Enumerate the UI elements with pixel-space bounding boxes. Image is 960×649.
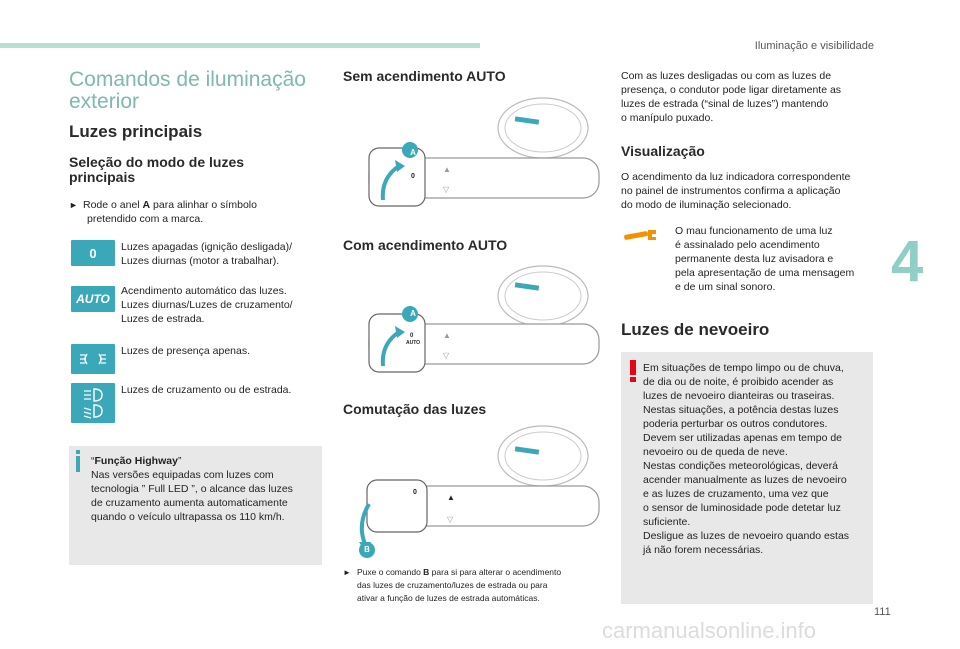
mode-off-line2: Luzes diurnas (motor a trabalhar). — [121, 255, 280, 267]
info-icon-dot — [76, 450, 80, 454]
caption-text: Puxe o comando — [357, 567, 424, 577]
instruction-line2: pretendido com a marca. — [87, 213, 204, 225]
section-header: Iluminação e visibilidade — [754, 40, 874, 52]
bullet-arrow-icon: ► — [69, 200, 78, 210]
vis-line3: do modo de iluminação selecionado. — [621, 199, 792, 211]
instruction-text: Rode o anel — [83, 199, 143, 211]
wrench-line2: é assinalado pelo acendimento — [675, 239, 820, 251]
mode-auto-line2: Luzes diurnas/Luzes de cruzamento/ — [121, 299, 293, 311]
warning-line: já não forem necessárias. — [643, 544, 764, 556]
heading-mode-selection — [69, 155, 244, 185]
svg-text:▽: ▽ — [443, 351, 450, 360]
warning-line: acender manualmente as luzes de nevoeiro — [643, 474, 847, 486]
mode-auto-description — [121, 284, 321, 326]
warning-line: luzes de nevoeiro dianteiras ou traseiras. — [643, 390, 835, 402]
warning-line: Desligue as luzes de nevoeiro quando estas — [643, 530, 850, 542]
intro-line1: Com as luzes desligadas ou com as luzes de — [621, 70, 832, 82]
warning-line: e as luzes de cruzamento, uma vez que — [643, 488, 829, 500]
stalk-diagram-switch — [343, 424, 600, 564]
mode-auto-icon-label: AUTO — [76, 292, 110, 306]
svg-text:▽: ▽ — [447, 515, 454, 524]
heading-no-auto: Sem acendimento AUTO — [343, 68, 506, 84]
wrench-paragraph — [675, 224, 875, 294]
heading-mode-selection-line1: Seleção do modo de luzes — [69, 154, 245, 170]
info-box-text — [91, 454, 319, 524]
info-line4: quando o veículo ultrapassa os 110 km/h. — [91, 511, 285, 523]
low-high-beam-icon — [71, 383, 115, 423]
page-number: 111 — [874, 606, 891, 618]
wrench-line1: O mau funcionamento de uma luz — [675, 225, 833, 237]
warning-text — [643, 361, 871, 557]
mode-off-description — [121, 240, 321, 268]
heading-fog-lights: Luzes de nevoeiro — [621, 320, 770, 339]
instruction-text-post: para alinhar o símbolo — [150, 199, 257, 211]
info-title-close-quote: ” — [177, 455, 182, 467]
stalk-auto-label: AUTO — [406, 340, 421, 346]
svg-text:0: 0 — [413, 489, 417, 496]
intro-line3: luzes de estrada (“sinal de luzes”) mantendo — [621, 98, 829, 110]
heading-switch: Comutação das luzes — [343, 401, 487, 417]
warning-line: Devem ser utilizadas apenas em tempo de — [643, 432, 843, 444]
position-lights-description: Luzes de presença apenas. — [121, 345, 251, 357]
chapter-number: 4 — [891, 229, 924, 294]
low-high-beam-description: Luzes de cruzamento ou de estrada. — [121, 384, 292, 396]
warning-line: nevoeiro ou de queda de neve. — [643, 446, 788, 458]
heading-visualizacao: Visualização — [621, 143, 705, 159]
warning-icon — [629, 360, 637, 382]
warning-line: suficiente. — [643, 516, 691, 528]
caption-ref-b: B — [423, 567, 430, 577]
info-line1: Nas versões equipadas com luzes com — [91, 469, 274, 481]
info-line3: de cruzamento aumenta automaticamente — [91, 497, 288, 509]
page-title — [69, 69, 329, 113]
warning-line: Nestas condições meteorológicas, deverá — [643, 460, 838, 472]
mode-auto-icon — [71, 286, 115, 312]
warning-line: poderia perturbar os outros condutores. — [643, 418, 828, 430]
vis-line2: no painel de instrumentos confirma a aplicação — [621, 185, 841, 197]
mode-auto-line1: Acendimento automático das luzes. — [121, 285, 287, 297]
bullet-arrow-icon: ► — [343, 568, 351, 577]
stalk-diagram-auto — [343, 262, 600, 382]
caption-switch — [343, 566, 603, 605]
caption-text-post: para si para alterar o acendimento — [429, 567, 562, 577]
position-lights-icon — [71, 344, 115, 374]
vis-line1: O acendimento da luz indicadora correspondente — [621, 171, 851, 183]
intro-line2: presença, o condutor pode ligar diretamente as — [621, 84, 842, 96]
warning-line: de dia ou de noite, é proibido acender as — [643, 376, 834, 388]
wrench-line5: e de um sinal sonoro. — [675, 281, 776, 293]
watermark: carmanualsonline.info — [602, 618, 817, 643]
wrench-line3: permanente desta luz avisadora e — [675, 253, 834, 265]
svg-text:▲: ▲ — [443, 331, 451, 340]
warning-line: o sensor de luminosidade pode detetar luz — [643, 502, 841, 514]
svg-text:▲: ▲ — [443, 165, 451, 174]
mode-auto-line3: Luzes de estrada. — [121, 313, 205, 325]
svg-text:▲: ▲ — [447, 493, 455, 502]
page-title-line2: exterior — [69, 90, 140, 113]
info-title: Função Highway — [94, 455, 178, 467]
instruction — [69, 198, 309, 226]
mode-off-icon — [71, 240, 115, 266]
intro-paragraph — [621, 69, 881, 125]
stalk-zero-2: 0 — [410, 333, 414, 339]
heading-mode-selection-line2: principais — [69, 169, 136, 185]
page-title-line1: Comandos de iluminação — [69, 68, 306, 91]
info-icon — [76, 456, 80, 472]
wrench-line4: pela apresentação de uma mensagem — [675, 267, 855, 279]
heading-auto: Com acendimento AUTO — [343, 237, 508, 253]
caption-line2: das luzes de cruzamento/luzes de estrada ou para — [357, 580, 548, 590]
label-b: B — [364, 545, 370, 554]
instruction-ref-a: A — [142, 199, 151, 211]
wrench-icon — [622, 228, 658, 242]
intro-line4: o manípulo puxado. — [621, 112, 714, 124]
stalk-diagram-no-auto — [343, 92, 600, 212]
warning-line: Em situações de tempo limpo ou de chuva, — [643, 362, 844, 374]
vis-paragraph — [621, 170, 881, 212]
info-line2: tecnologia ” Full LED ”, o alcance das luzes — [91, 483, 293, 495]
heading-main-lights: Luzes principais — [69, 122, 203, 141]
caption-line3: ativar a função de luzes de estrada automáticas. — [357, 593, 540, 603]
svg-text:0: 0 — [411, 173, 415, 180]
info-title-open-quote: “ — [91, 455, 95, 467]
svg-text:▽: ▽ — [443, 185, 450, 194]
label-a-1: A — [410, 148, 416, 157]
label-a-2: A — [410, 309, 416, 318]
mode-off-line1: Luzes apagadas (ignição desligada)/ — [121, 241, 293, 253]
warning-line: Nestas situações, a potência destas luzes — [643, 404, 839, 416]
top-accent-bar — [0, 43, 480, 48]
info-box-highway — [69, 446, 322, 565]
mode-off-icon-label: 0 — [89, 245, 97, 261]
